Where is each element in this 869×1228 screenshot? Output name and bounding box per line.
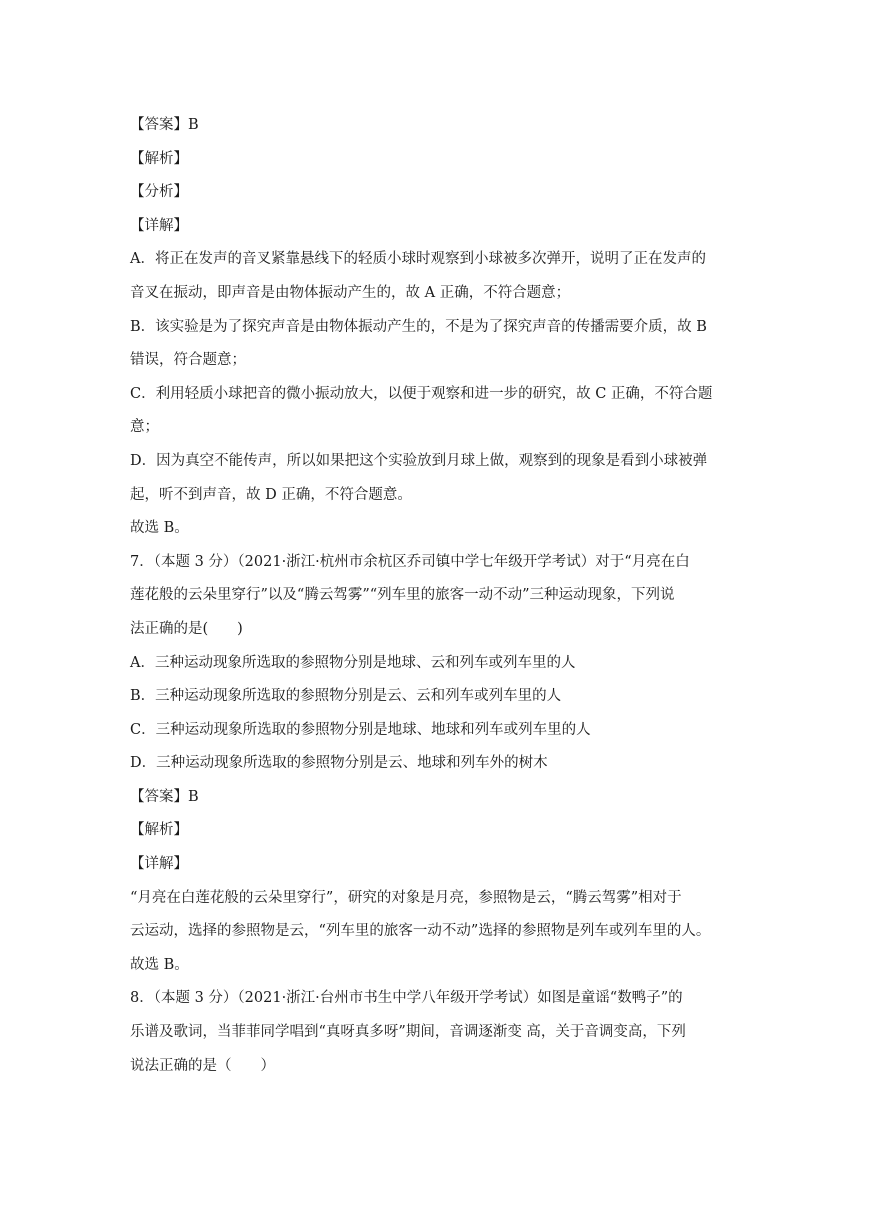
question-8-text: 8．（本题 3 分）（2021·浙江·台州市书生中学八年级开学考试）如图是童谣“数鸭子”的: [130, 990, 683, 1007]
question-8-text: 乐谱及歌词，当菲菲同学唱到“真呀真多呀”期间，音调逐渐变 高，关于音调变高，下列: [130, 1024, 686, 1041]
question-7-text: 法正确的是( ): [130, 620, 243, 637]
text-line: 故选 B。: [130, 956, 189, 973]
question-8-text: 说法正确的是（ ）: [130, 1057, 275, 1074]
option-d: D．三种运动现象所选取的参照物分别是云、地球和列车外的树木: [130, 755, 548, 772]
text-line: 音叉在振动，即声音是由物体振动产生的，故 A 正确，不符合题意；: [130, 284, 571, 301]
text-line: A．将正在发声的音叉紧靠悬线下的轻质小球时观察到小球被多次弹开，说明了正在发声的: [130, 251, 706, 268]
text-line: 云运动，选择的参照物是云，“列车里的旅客一动不动”选择的参照物是列车或列车里的人。: [130, 923, 711, 940]
text-line: 起，听不到声音，故 D 正确，不符合题意。: [130, 486, 412, 503]
text-line: 故选 B。: [130, 520, 189, 537]
breakdown-label: 【分析】: [130, 184, 188, 201]
detail-label: 【详解】: [130, 856, 188, 873]
question-7-text: 7．（本题 3 分）（2021·浙江·杭州市余杭区乔司镇中学七年级开学考试）对于“月亮在白: [130, 553, 690, 570]
option-c: C．三种运动现象所选取的参照物分别是地球、地球和列车或列车里的人: [130, 721, 591, 738]
option-a: A．三种运动现象所选取的参照物分别是地球、云和列车或列车里的人: [130, 654, 576, 671]
question-7-text: 莲花般的云朵里穿行”以及“腾云驾雾”“列车里的旅客一动不动”三种运动现象，下列说: [130, 587, 675, 604]
option-b: B．三种运动现象所选取的参照物分别是云、云和列车或列车里的人: [130, 688, 562, 705]
text-line: 意；: [130, 419, 159, 436]
document-body: [130, 109, 742, 1083]
answer-label: 【答案】B: [130, 117, 199, 133]
analysis-label: 【解析】: [130, 822, 188, 839]
detail-label: 【详解】: [130, 217, 188, 234]
answer-label: 【答案】B: [130, 788, 199, 805]
text-line: “月亮在白莲花般的云朵里穿行”，研究的对象是月亮，参照物是云，“腾云驾雾”相对于: [130, 889, 682, 906]
text-line: B．该实验是为了探究声音是由物体振动产生的，不是为了探究声音的传播需要介质，故 B: [130, 318, 707, 335]
text-line: C．利用轻质小球把音的微小振动放大，以便于观察和进一步的研究，故 C 正确，不符合题: [130, 385, 713, 402]
text-line: 错误，符合题意；: [130, 352, 246, 369]
analysis-label: 【解析】: [130, 150, 188, 167]
text-line: D．因为真空不能传声，所以如果把这个实验放到月球上做，观察到的现象是看到小球被弹: [130, 452, 708, 469]
